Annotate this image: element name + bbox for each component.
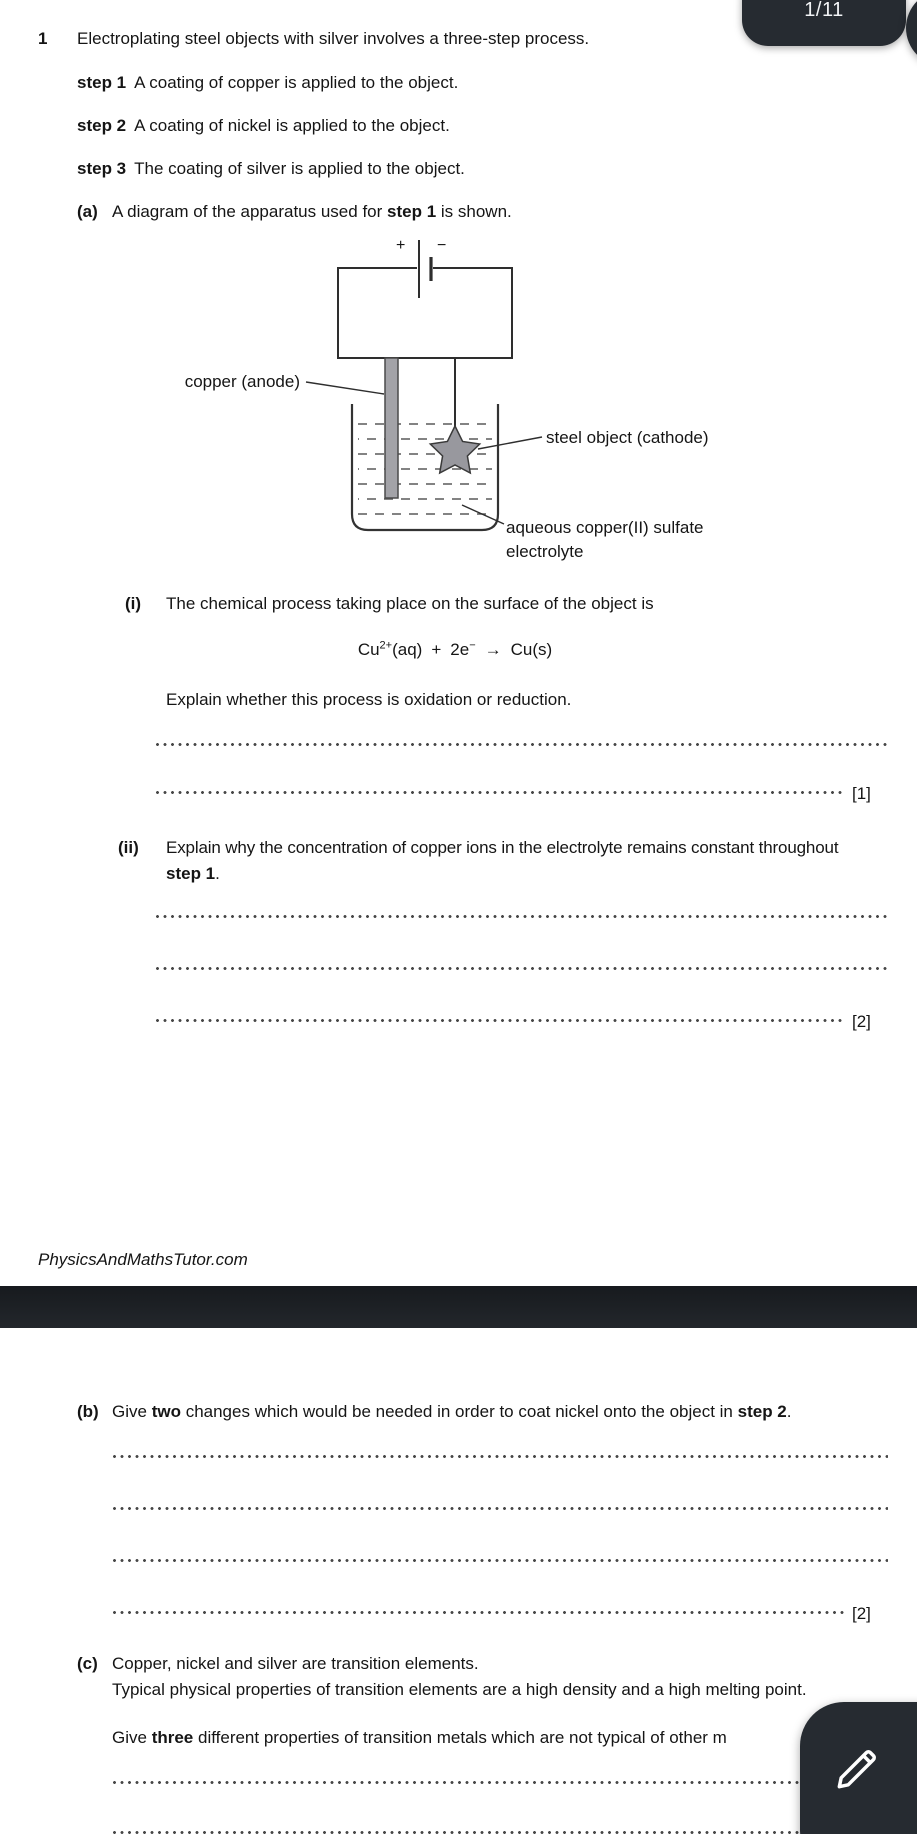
- part-b-mid: changes which would be needed in order to coat nickel onto the object in: [180, 1402, 738, 1421]
- step-2-text: A coating of nickel is applied to the object.: [134, 116, 450, 135]
- part-b-bold2: step 2: [737, 1402, 787, 1421]
- part-b-pre: Give: [112, 1402, 152, 1421]
- answer-line: [155, 966, 888, 971]
- part-a-bold: step 1: [387, 202, 437, 221]
- step-3-text: The coating of silver is applied to the object.: [134, 159, 465, 178]
- half-equation: [290, 638, 620, 662]
- part-i-prompt: Explain whether this process is oxidation or reduction.: [166, 690, 572, 709]
- copper-anode-bar: [385, 358, 398, 498]
- eq-cu: Cu: [357, 640, 380, 659]
- part-ii-line2: [166, 862, 220, 886]
- electrolyte-dashes: [358, 424, 492, 514]
- question-intro: Electroplating steel objects with silver involves a three-step process.: [77, 29, 590, 48]
- eq-electrons: 2e: [450, 640, 470, 659]
- step-3-label: step 3: [77, 159, 127, 178]
- answer-line: [112, 1506, 888, 1511]
- part-c-line2: Typical physical properties of transition elements are a high density and a high melting point.: [112, 1680, 807, 1699]
- part-ii-bold: step 1: [166, 864, 216, 883]
- part-i-text: The chemical process taking place on the surface of the object is: [166, 594, 654, 613]
- part-ii-label: (ii): [118, 838, 139, 857]
- page-indicator-badge: [742, 0, 906, 46]
- part-c-prompt: [112, 1726, 727, 1750]
- eq-electron-charge: −: [469, 639, 476, 652]
- anode-pointer-line: [306, 382, 384, 394]
- footer-watermark: PhysicsAndMathsTutor.com: [38, 1250, 248, 1269]
- eq-arrow: →: [484, 640, 502, 659]
- part-c-bold: three: [151, 1728, 194, 1747]
- part-c-post: different properties of transition metals which are not typical of other m: [193, 1728, 727, 1747]
- part-b-post: .: [786, 1402, 792, 1421]
- step-2-label: step 2: [77, 116, 127, 135]
- marks-part-i: [1]: [852, 784, 871, 803]
- eq-plus: +: [431, 640, 442, 659]
- part-ii-line1: Explain why the concentration of copper ions in the electrolyte remains constant throughout: [166, 838, 839, 857]
- part-a-pre: A diagram of the apparatus used for: [112, 202, 388, 221]
- electrolyte-label-line2: electrolyte: [506, 542, 584, 561]
- electrolyte-label-line1: aqueous copper(II) sulfate: [506, 518, 704, 537]
- eq-product: Cu(s): [510, 640, 553, 659]
- part-a-label: (a): [77, 202, 98, 221]
- marks-part-ii: [2]: [852, 1012, 871, 1031]
- circuit-wire: [338, 268, 512, 358]
- answer-line: [112, 1780, 888, 1785]
- apparatus-diagram: [0, 0, 917, 600]
- part-b-bold1: two: [151, 1402, 181, 1421]
- part-c-line1: Copper, nickel and silver are transition elements.: [112, 1654, 479, 1673]
- cathode-label: steel object (cathode): [546, 428, 709, 447]
- eq-charge: 2+: [379, 639, 393, 652]
- step-1-label: step 1: [77, 73, 127, 92]
- answer-line: [155, 914, 888, 919]
- part-i-label: (i): [125, 594, 142, 613]
- part-a-post: is shown.: [436, 202, 512, 221]
- page-separator-band: [0, 1286, 917, 1328]
- answer-line: [112, 1830, 888, 1834]
- answer-line: [112, 1558, 888, 1563]
- question-number: 1: [38, 29, 48, 48]
- battery-minus-label: −: [437, 237, 447, 254]
- part-c-pre: Give: [112, 1728, 152, 1747]
- answer-line: [155, 1018, 845, 1023]
- part-b-label: (b): [77, 1402, 99, 1421]
- step-1-text: A coating of copper is applied to the object.: [134, 73, 459, 92]
- page-indicator-label: 1/11: [804, 0, 844, 21]
- battery-plus-label: +: [396, 237, 406, 254]
- steel-star-object: [430, 426, 479, 473]
- answer-line: [112, 1610, 845, 1615]
- edit-fab[interactable]: [800, 1702, 917, 1834]
- answer-line: [112, 1454, 888, 1459]
- answer-line: [155, 790, 845, 795]
- eq-state-aq: (aq): [392, 640, 423, 659]
- part-c-label: (c): [77, 1654, 98, 1673]
- marks-part-b: [2]: [852, 1604, 871, 1623]
- pencil-icon: [830, 1740, 886, 1796]
- part-b-text: [112, 1400, 792, 1424]
- answer-line: [155, 742, 888, 747]
- anode-label: copper (anode): [184, 372, 300, 391]
- part-ii-post: .: [215, 864, 220, 883]
